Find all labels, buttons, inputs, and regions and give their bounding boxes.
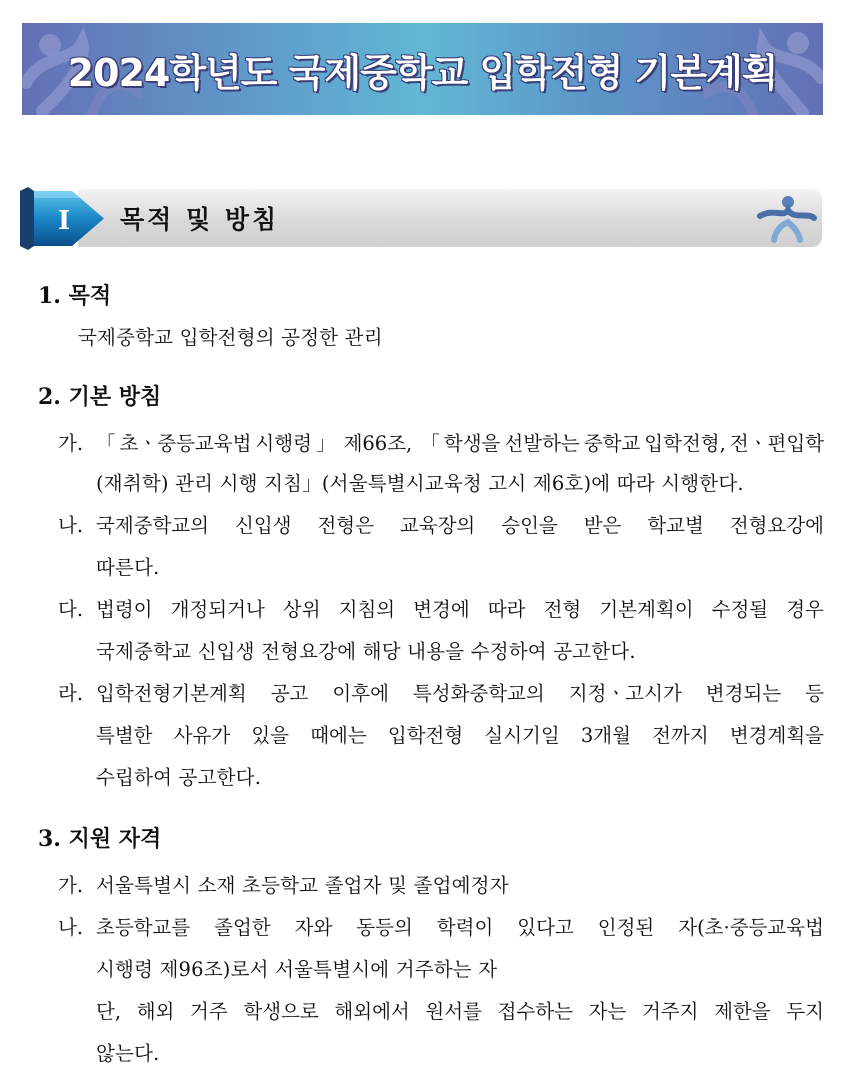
heading-purpose: 1. 목적 (38, 283, 112, 309)
list-item-line: 수립하여 공고한다. (96, 766, 262, 789)
title-banner (22, 23, 823, 115)
list-item-mark: 나. (58, 514, 84, 537)
list-item-line: 법령이 개정되거나 상위 지침의 변경에 따라 전형 기본계획이 수정될 경우 (96, 598, 824, 621)
list-item-line: 단, 해외 거주 학생으로 해외에서 원서를 접수하는 자는 거주지 제한을 두지 (96, 1000, 824, 1023)
list-item-line: 시행령 제96조)로서 서울특별시에 거주하는 자 (96, 958, 498, 981)
heading-eligibility: 3. 지원 자격 (38, 826, 162, 852)
list-item-mark: 가. (58, 432, 84, 455)
list-item-line: 따른다. (96, 556, 160, 579)
list-item-mark: 다. (58, 598, 84, 621)
list-item-line: 않는다. (96, 1042, 160, 1065)
list-item-line: 「초ㆍ중등교육법 시행령」 제66조, 「학생을 선발하는 중학교 입학전형, 전ㆍ편입학 (96, 432, 824, 455)
list-item-line: 입학전형기본계획 공고 이후에 특성화중학교의 지정ㆍ고시가 변경되는 등 (96, 682, 824, 705)
list-item-line: (재취학) 관리 시행 지침」(서울특별시교육청 고시 제6호)에 따라 시행한다. (96, 472, 744, 495)
list-item-line: 서울특별시 소재 초등학교 졸업자 및 졸업예정자 (96, 874, 509, 897)
purpose-text: 국제중학교 입학전형의 공정한 관리 (78, 326, 383, 349)
document-title: 2024학년도 국제중학교 입학전형 기본계획 (67, 51, 778, 95)
list-item-line: 국제중학교의 신입생 전형은 교육장의 승인을 받은 학교별 전형요강에 (96, 514, 824, 537)
mascot-logo-icon (754, 194, 818, 244)
svg-text:I: I (58, 206, 71, 236)
list-item-mark: 라. (58, 682, 84, 705)
section-title: 목적 및 방침 (120, 205, 280, 234)
list-item-line: 초등학교를 졸업한 자와 동등의 학력이 있다고 인정된 자(초·중등교육법 (96, 916, 824, 939)
list-item-mark: 나. (58, 916, 84, 939)
list-item-mark: 가. (58, 874, 84, 897)
section-header (20, 187, 822, 250)
list-item-line: 특별한 사유가 있을 때에는 입학전형 실시기일 3개월 전까지 변경계획을 (96, 724, 824, 747)
list-item-line: 국제중학교 신입생 전형요강에 해당 내용을 수정하여 공고한다. (96, 640, 636, 663)
heading-basic-policy: 2. 기본 방침 (38, 384, 162, 410)
roman-numeral-arrow-icon (20, 187, 106, 250)
